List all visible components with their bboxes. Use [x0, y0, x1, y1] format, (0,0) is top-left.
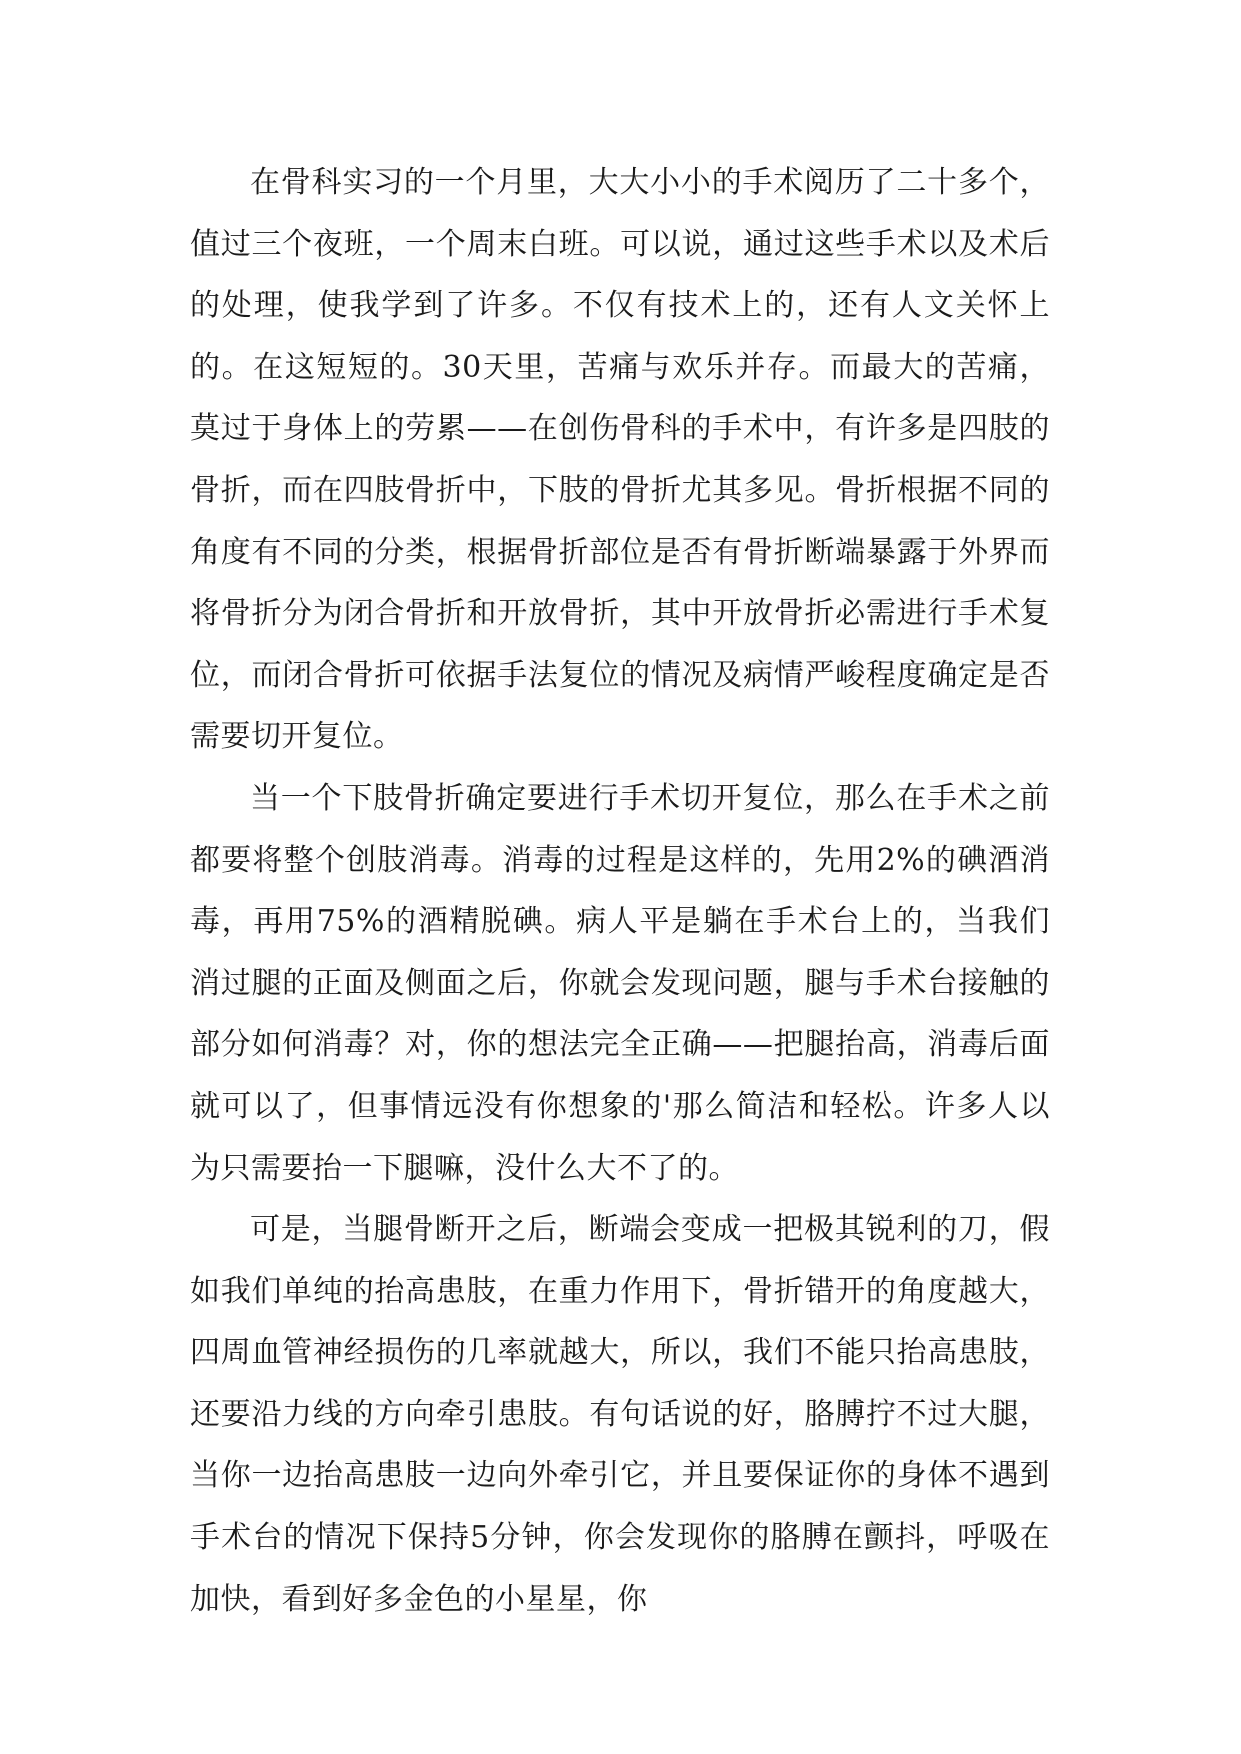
paragraph-1: 在骨科实习的一个月里，大大小小的手术阅历了二十多个，值过三个夜班，一个周末白班。可以说，通过这些手术以及术后的处理，使我学到了许多。不仅有技术上的，还有人文关怀上的。在这短短的。30天里，苦痛与欢乐并存。而最大的苦痛，莫过于身体上的劳累——在创伤骨科的手术中，有许多是四肢的骨折，而在四肢骨折中，下肢的骨折尤其多见。骨折根据不同的角度有不同的分类，根据骨折部位是否有骨折断端暴露于外界而将骨折分为闭合骨折和开放骨折，其中开放骨折必需进行手术复位，而闭合骨折可依据手法复位的情况及病情严峻程度确定是否需要切开复位。 — [190, 165, 1050, 755]
paragraph-2: 当一个下肢骨折确定要进行手术切开复位，那么在手术之前都要将整个创肢消毒。消毒的过程是这样的，先用2%的碘酒消毒，再用75%的酒精脱碘。病人平是躺在手术台上的，当我们消过腿的正面及侧面之后，你就会发现问题，腿与手术台接触的部分如何消毒？对，你的想法完全正确——把腿抬高，消毒后面就可以了，但事情远没有你想象的'那么简洁和轻松。许多人以为只需要抬一下腿嘛，没什么大不了的。 — [190, 780, 1050, 1186]
paragraph-3: 可是，当腿骨断开之后，断端会变成一把极其锐利的刀，假如我们单纯的抬高患肢，在重力作用下，骨折错开的角度越大，四周血管神经损伤的几率就越大，所以，我们不能只抬高患肢，还要沿力线的方向牵引患肢。有句话说的好，胳膊拧不过大腿，当你一边抬高患肢一边向外牵引它，并且要保证你的身体不遇到手术台的情况下保持5分钟，你会发现你的胳膊在颤抖，呼吸在加快，看到好多金色的小星星，你 — [190, 1212, 1050, 1617]
document-body — [190, 152, 1050, 1630]
